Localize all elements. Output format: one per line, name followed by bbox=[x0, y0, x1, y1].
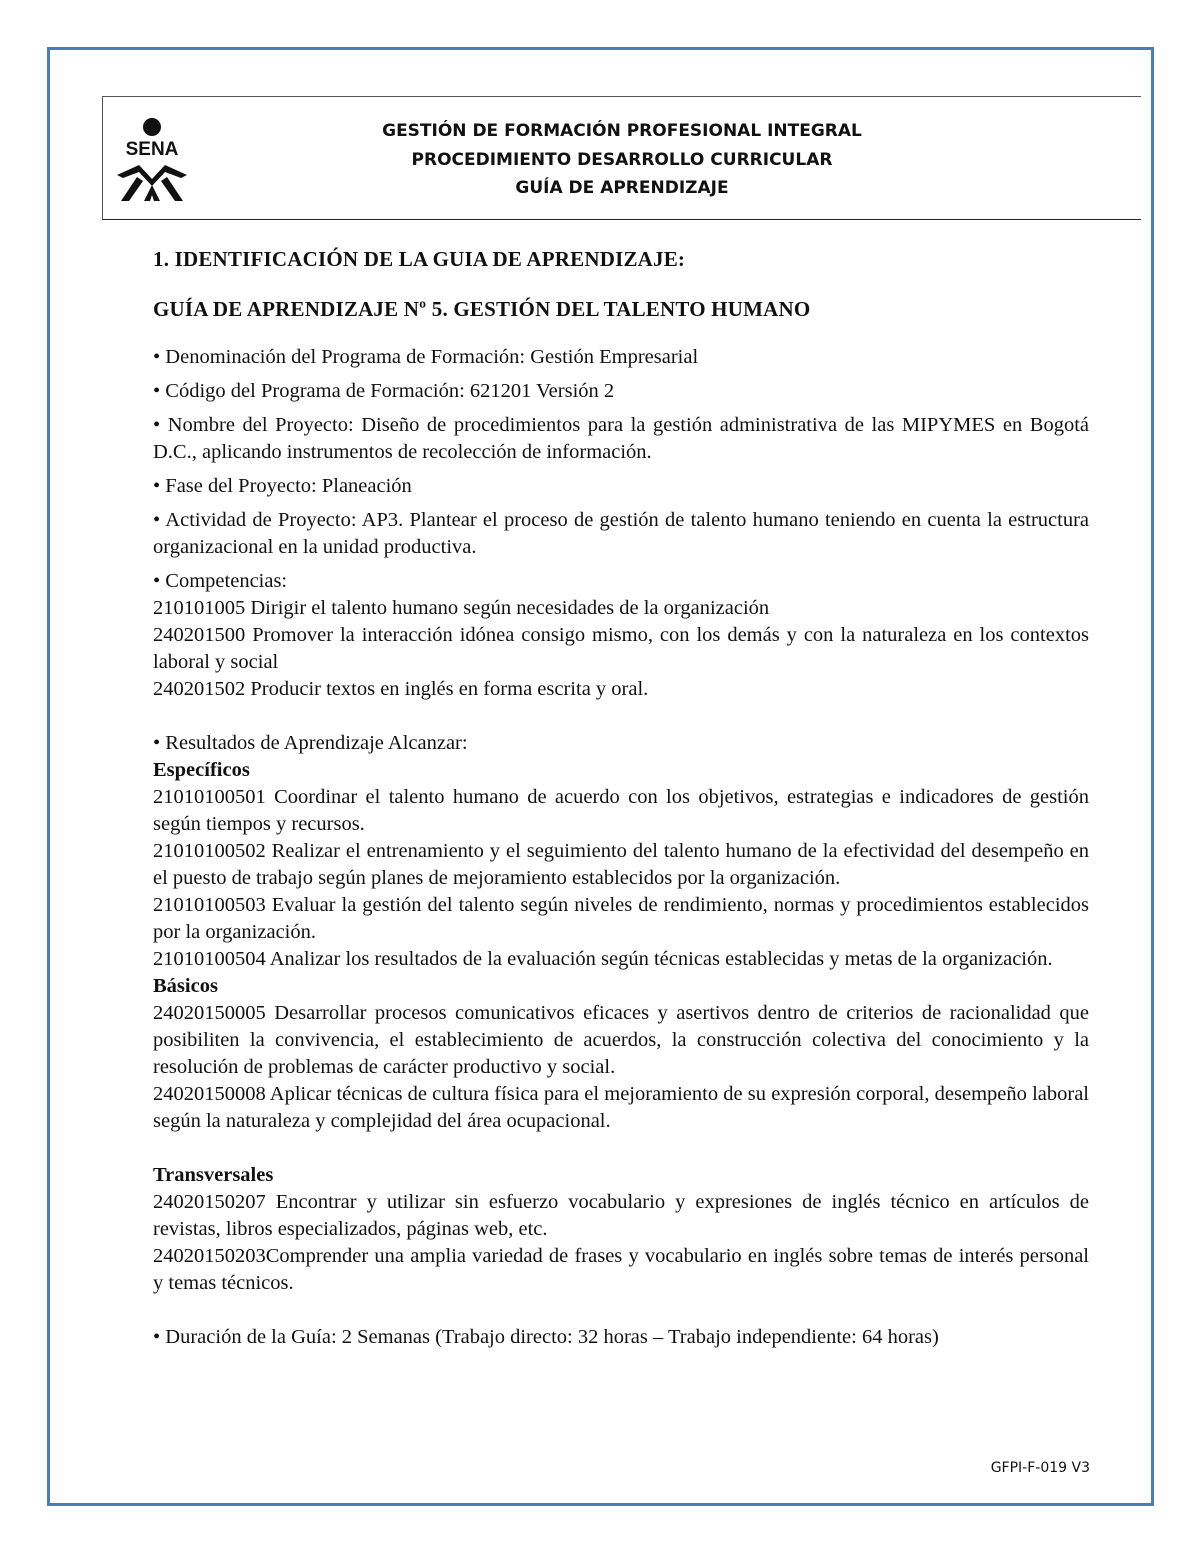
header-line-2: PROCEDIMIENTO DESARROLLO CURRICULAR bbox=[411, 149, 833, 170]
project-name: • Nombre del Proyecto: Diseño de procedimientos para la gestión administrativa de las MIPYMES en Bogotá D.C., aplicando instrumentos de recolección de información. bbox=[153, 414, 1089, 463]
guide-title: GUÍA DE APRENDIZAJE Nº 5. GESTIÓN DEL TALENTO HUMANO bbox=[153, 297, 811, 321]
resultados-label: • Resultados de Aprendizaje Alcanzar: bbox=[153, 732, 468, 754]
especificos-heading: Específicos bbox=[153, 759, 250, 781]
transversales-heading: Transversales bbox=[153, 1164, 274, 1186]
competencia-item: 240201502 Producir textos en inglés en forma escrita y oral. bbox=[153, 678, 649, 700]
competencia-item: 210101005 Dirigir el talento humano según necesidades de la organización bbox=[153, 597, 770, 619]
program-code: • Código del Programa de Formación: 621201 Versión 2 bbox=[153, 380, 615, 402]
resultado-item: 24020150008 Aplicar técnicas de cultura física para el mejoramiento de su expresión corporal, desempeño laboral según la naturaleza y complejidad del área ocupacional. bbox=[153, 1083, 1089, 1132]
resultado-item: 21010100501 Coordinar el talento humano de acuerdo con los objetivos, estrategias e indicadores de gestión según tiempos y recursos. bbox=[153, 786, 1089, 835]
project-phase: • Fase del Proyecto: Planeación bbox=[153, 475, 412, 497]
resultado-item: 24020150005 Desarrollar procesos comunicativos eficaces y asertivos dentro de criterios de racionalidad que posibiliten la convivencia, el establecimiento de acuerdos, la construcción colectiva del conocimiento y la resolución de problemas de carácter productivo y social. bbox=[153, 1002, 1089, 1078]
competencias-label: • Competencias: bbox=[153, 570, 288, 592]
project-activity: • Actividad de Proyecto: AP3. Plantear el proceso de gestión de talento humano teniendo en cuenta la estructura organizacional en la unidad productiva. bbox=[153, 509, 1089, 558]
resultado-item: 24020150203Comprender una amplia variedad de frases y vocabulario en inglés sobre temas de interés personal y temas técnicos. bbox=[153, 1245, 1089, 1294]
resultado-item: 21010100504 Analizar los resultados de la evaluación según técnicas establecidas y metas de la organización. bbox=[153, 948, 1053, 970]
section-title: 1. IDENTIFICACIÓN DE LA GUIA DE APRENDIZAJE: bbox=[153, 247, 686, 271]
competencia-item: 240201500 Promover la interacción idónea consigo mismo, con los demás y con la naturaleza en los contextos laboral y social bbox=[153, 624, 1089, 673]
resultado-item: 21010100503 Evaluar la gestión del talento según niveles de rendimiento, normas y procedimientos establecidos por la organización. bbox=[153, 894, 1089, 943]
basicos-heading: Básicos bbox=[153, 975, 218, 997]
resultado-item: 21010100502 Realizar el entrenamiento y el seguimiento del talento humano de la efectividad del desempeño en el puesto de trabajo según planes de mejoramiento establecidos por la organización. bbox=[153, 840, 1089, 889]
program-name: • Denominación del Programa de Formación: Gestión Empresarial bbox=[153, 346, 699, 368]
header-line-3: GUÍA DE APRENDIZAJE bbox=[515, 178, 729, 198]
svg-text:SENA: SENA bbox=[125, 139, 179, 160]
footer-code: GFPI-F-019 V3 bbox=[990, 1460, 1090, 1476]
resultado-item: 24020150207 Encontrar y utilizar sin esfuerzo vocabulario y expresiones de inglés técnico en artículos de revistas, libros especializados, páginas web, etc. bbox=[153, 1191, 1089, 1240]
header-line-1: GESTIÓN DE FORMACIÓN PROFESIONAL INTEGRAL bbox=[382, 121, 862, 141]
guide-content bbox=[153, 246, 1089, 1351]
guide-duration: • Duración de la Guía: 2 Semanas (Trabajo directo: 32 horas – Trabajo independiente: 64 horas) bbox=[153, 1326, 939, 1348]
document-header bbox=[102, 96, 1141, 220]
